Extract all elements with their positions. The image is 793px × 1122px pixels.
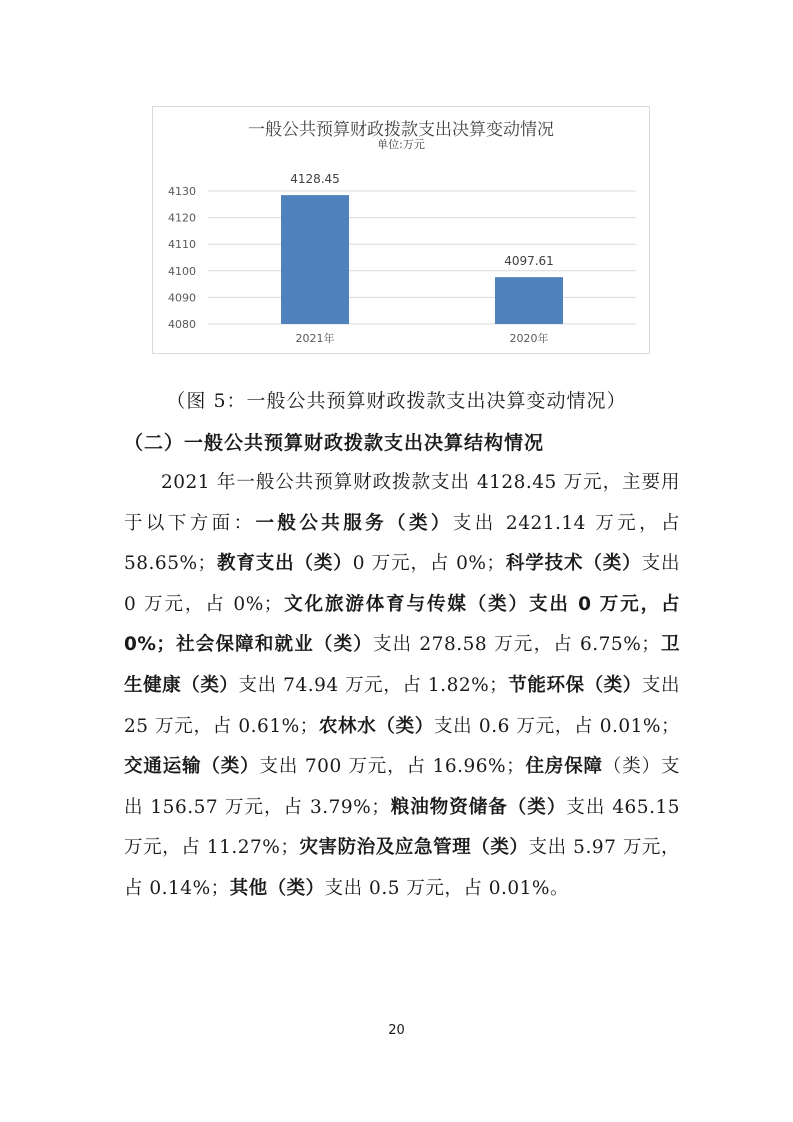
paragraph-text: 支出 74.94 万元，占 1.82%； — [238, 674, 509, 696]
bold-category-text: 教育支出（类） — [216, 553, 353, 575]
bold-category-text: 卫生健康（类） — [124, 634, 680, 696]
body-paragraph — [124, 463, 680, 910]
chart-container — [152, 106, 650, 354]
y-tick-label: 4130 — [168, 185, 196, 198]
bold-category-text: 交通运输（类） — [124, 756, 260, 778]
bold-category-text: 其他（类） — [229, 877, 325, 899]
paragraph-text: 支出 25 万元，占 0.61%； — [124, 674, 680, 737]
paragraph-text: 支出 5.97 万元，占 0.14%； — [124, 837, 681, 899]
paragraph-text: 支出 278.58 万元，占 6.75%； — [372, 634, 661, 656]
bar — [495, 277, 563, 324]
paragraph-text: 2021 年一般公共预算财政拨款支出 4128.45 万元，主要用于以下方面： — [124, 472, 680, 534]
x-tick-label: 2020年 — [509, 332, 549, 345]
page-number: 20 — [388, 1023, 405, 1038]
bar-chart — [153, 107, 651, 355]
paragraph-text: 0 万元，占 0%； — [352, 553, 506, 575]
data-label: 4128.45 — [290, 172, 340, 187]
y-tick-label: 4080 — [168, 318, 196, 331]
paragraph-text: 支出 0.5 万元，占 0.01%。 — [324, 877, 570, 899]
bold-category-text: 科学技术（类） — [505, 553, 642, 575]
bold-category-text: 文化旅游体育与传媒（类）支出 0 万元，占 0%； — [124, 593, 680, 656]
paragraph-text: 支出 465.15 万元，占 11.27%； — [124, 796, 680, 859]
chart-title: 一般公共预算财政拨款支出决算变动情况 — [248, 120, 554, 140]
section-heading: （二）一般公共预算财政拨款支出决算结构情况 — [124, 432, 545, 454]
paragraph-text: 支出 2421.14 万元，占 58.65%； — [124, 512, 680, 575]
bold-category-text: 粮油物资储备（类） — [390, 796, 567, 818]
paragraph-text: 支出 0.6 万元，占 0.01%； — [433, 715, 680, 737]
bold-category-text: 节能环保（类） — [508, 674, 642, 696]
figure-caption: （图 5：一般公共预算财政拨款支出决算变动情况） — [166, 390, 627, 412]
bar — [281, 195, 349, 324]
paragraph-text: 支出 700 万元，占 16.96%； — [259, 756, 526, 778]
x-tick-label: 2021年 — [295, 332, 335, 345]
paragraph-text: 支出 0 万元，占 0%； — [124, 553, 680, 615]
bold-category-text: 灾害防治及应急管理（类） — [299, 837, 529, 859]
bold-category-text: 农林水（类） — [318, 715, 434, 737]
paragraph-text: （类）支出 156.57 万元，占 3.79%； — [124, 756, 680, 818]
y-tick-label: 4100 — [168, 264, 196, 278]
y-tick-label: 4120 — [168, 211, 196, 225]
bold-category-text: 住房保障 — [525, 756, 603, 778]
bold-category-text: 一般公共服务（类） — [255, 512, 453, 534]
chart-subtitle: 单位:万元 — [377, 138, 425, 151]
data-label: 4097.61 — [504, 254, 554, 269]
y-tick-label: 4090 — [168, 291, 196, 305]
bold-category-text: 社会保障和就业（类） — [175, 634, 373, 656]
y-tick-label: 4110 — [168, 238, 196, 252]
